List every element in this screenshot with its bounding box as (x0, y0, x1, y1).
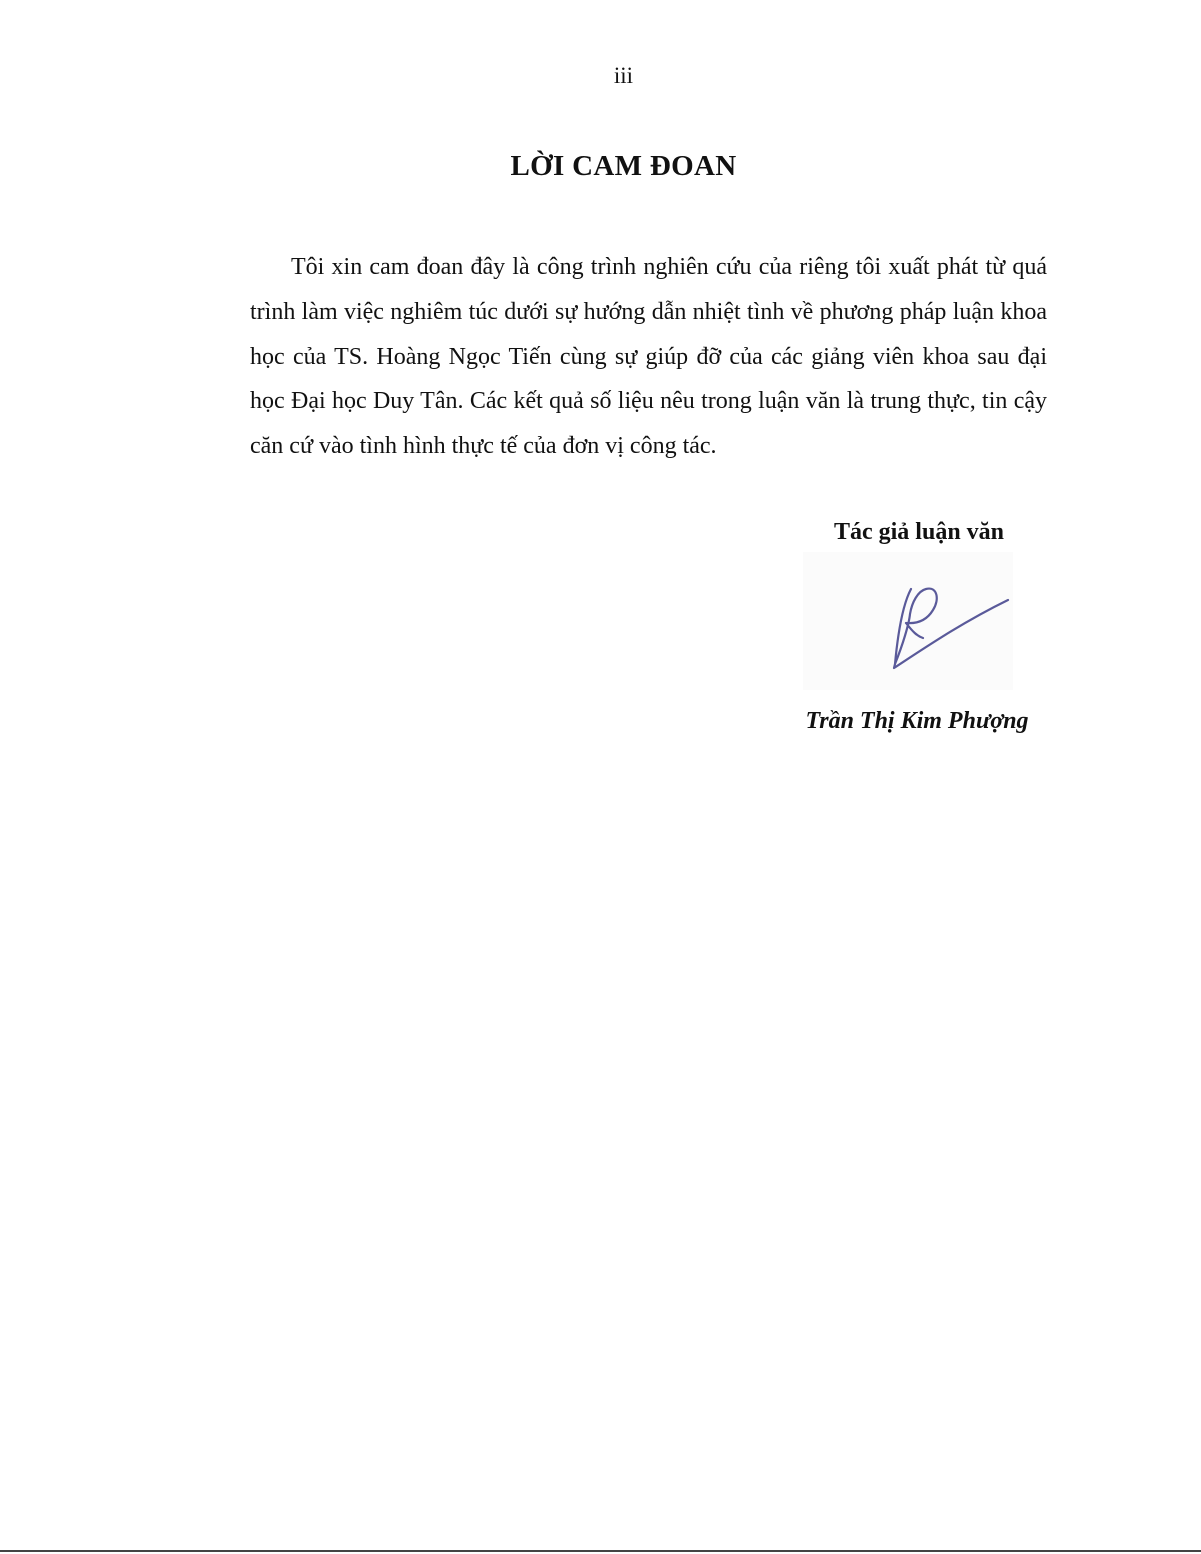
author-name: Trần Thị Kim Phượng (805, 708, 1029, 734)
signature-label: Tác giả luận văn (833, 519, 1005, 545)
handwritten-signature (803, 552, 1013, 690)
declaration-paragraph: Tôi xin cam đoan đây là công trình nghiên cứu của riêng tôi xuất phát từ quá trình làm việc nghiêm túc dưới sự hướng dẫn nhiệt tình về phương pháp luận khoa học của TS. Hoàng Ngọc Tiến cùng sự giúp đỡ của các giảng viên khoa sau đại học Đại học Duy Tân. Các kết quả số liệu nêu trong luận văn là trung thực, tin cậy căn cứ vào tình hình thực tế của đơn vị công tác. (250, 254, 1047, 460)
page-number: iii (613, 63, 634, 88)
page-bottom-border (0, 1550, 1201, 1552)
page-title: LỜI CAM ĐOAN (510, 150, 737, 182)
signature-icon (803, 552, 1013, 690)
